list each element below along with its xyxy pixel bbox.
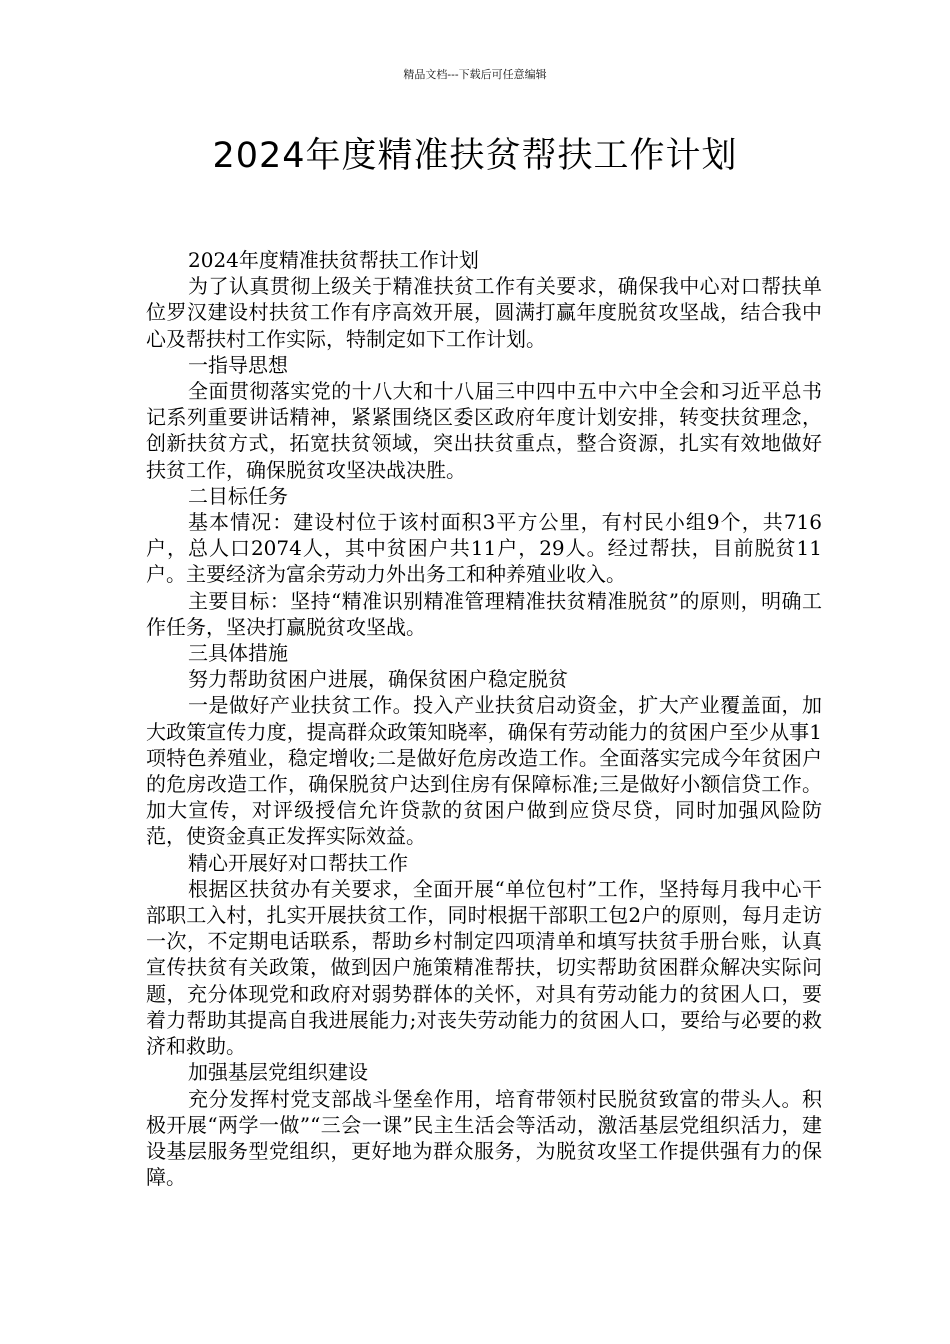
header-note: 精品文档---下载后可任意编辑 bbox=[403, 68, 547, 81]
industry-poverty-paragraph: 一是做好产业扶贫工作。投入产业扶贫启动资金，扩大产业覆盖面，加大政策宣传力度，提高群众政策知晓率，确保有劳动能力的贫困户至少从事1项特色养殖业，稳定增收;二是做好危房改造工作。全面落实完成今年贫困户的危房改造工作，确保脱贫户达到住房有保障标准;三是做好小额信贷工作。加大宣传，对评级授信允许贷款的贫困户做到应贷尽贷，同时加强风险防范，使资金真正发挥实际效益。 bbox=[146, 693, 822, 849]
subheading-pairing-assistance: 精心开展好对口帮扶工作 bbox=[188, 850, 408, 875]
subheading-help-poor-households: 努力帮助贫困户进展，确保贫困户稳定脱贫 bbox=[188, 667, 568, 692]
subheading-party-building: 加强基层党组织建设 bbox=[188, 1060, 368, 1085]
section-heading-goals: 二目标任务 bbox=[188, 483, 288, 508]
pairing-assistance-paragraph: 根据区扶贫办有关要求，全面开展“单位包村”工作，坚持每月我中心干部职工入村，扎实开展扶贫工作，同时根据干部职工包2户的原则，每月走访一次，不定期电话联系，帮助乡村制定四项清单和填写扶贫手册台账，认真宣传扶贫有关政策，做到因户施策精准帮扶，切实帮助贫困群众解决实际问题，充分体现党和政府对弱势群体的关怀，对具有劳动能力的贫困人口，要着力帮助其提高自我进展能力;对丧失劳动能力的贫困人口，要给与必要的救济和救助。 bbox=[146, 876, 822, 1059]
section-heading-guiding-ideology: 一指导思想 bbox=[188, 352, 288, 377]
intro-paragraph: 为了认真贯彻上级关于精准扶贫工作有关要求，确保我中心对口帮扶单位罗汉建设村扶贫工作有序高效开展，圆满打赢年度脱贫攻坚战，结合我中心及帮扶村工作实际，特制定如下工作计划。 bbox=[146, 274, 822, 351]
guiding-ideology-paragraph: 全面贯彻落实党的十八大和十八届三中四中五中六中全会和习近平总书记系列重要讲话精神，紧紧围绕区委区政府年度计划安排，转变扶贫理念，创新扶贫方式，拓宽扶贫领域，突出扶贫重点，整合资源，扎实有效地做好扶贫工作，确保脱贫攻坚决战决胜。 bbox=[146, 379, 822, 482]
document-title: 2024年度精准扶贫帮扶工作计划 bbox=[212, 136, 738, 176]
basic-situation-paragraph: 基本情况：建设村位于该村面积3平方公里，有村民小组9个，共716户，总人口2074人，其中贫困户共11户，29人。经过帮扶，目前脱贫11户。主要经济为富余劳动力外出务工和种养殖业收入。 bbox=[146, 510, 822, 587]
main-goals-paragraph: 主要目标：坚持“精准识别精准管理精准扶贫精准脱贫”的原则，明确工作任务，坚决打赢脱贫攻坚战。 bbox=[146, 588, 822, 639]
document-body bbox=[146, 247, 822, 1190]
section-heading-measures: 三具体措施 bbox=[188, 641, 288, 666]
party-building-paragraph: 充分发挥村党支部战斗堡垒作用，培育带领村民脱贫致富的带头人。积极开展“两学一做”“三会一课”民主生活会等活动，激活基层党组织活力，建设基层服务型党组织，更好地为群众服务，为脱贫攻坚工作提供强有力的保障。 bbox=[146, 1086, 822, 1190]
body-subtitle: 2024年度精准扶贫帮扶工作计划 bbox=[188, 248, 479, 272]
